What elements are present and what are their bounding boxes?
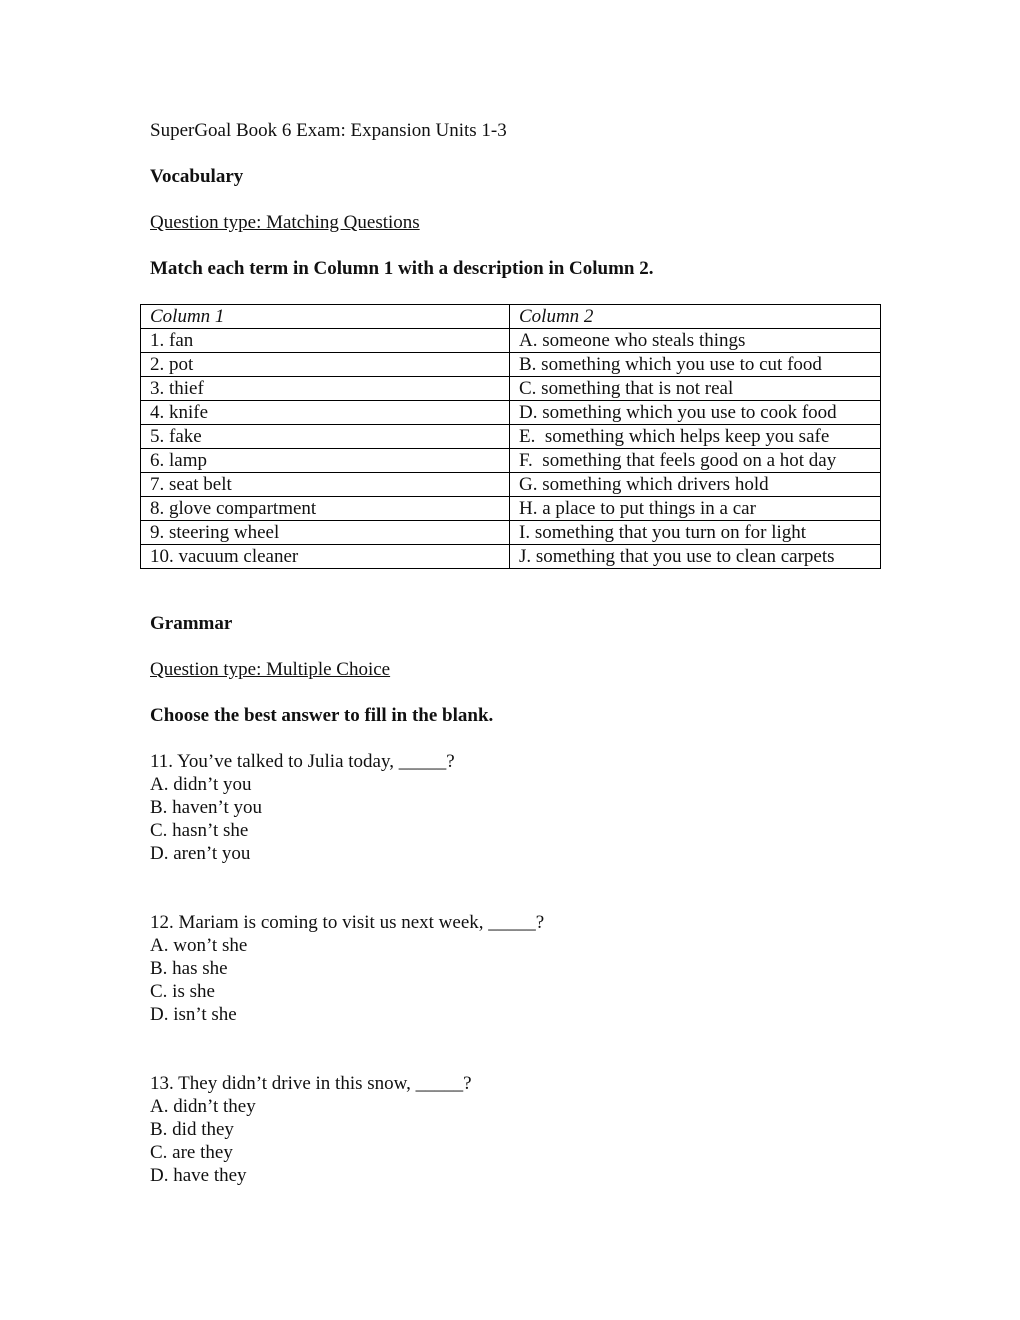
answer-option: D. aren’t you bbox=[150, 843, 251, 864]
term-cell: 10. vacuum cleaner bbox=[141, 545, 510, 569]
grammar-heading: Grammar bbox=[150, 613, 233, 634]
grammar-question-type: Question type: Multiple Choice bbox=[150, 659, 391, 680]
answer-option: A. didn’t you bbox=[150, 774, 252, 795]
table-row bbox=[141, 425, 881, 449]
table-row bbox=[141, 473, 881, 497]
table-row bbox=[141, 329, 881, 353]
term-cell: 1. fan bbox=[141, 329, 510, 353]
description-cell: F. something that feels good on a hot day bbox=[510, 449, 881, 473]
table-row bbox=[141, 545, 881, 569]
description-cell: B. something which you use to cut food bbox=[510, 353, 881, 377]
vocabulary-heading: Vocabulary bbox=[150, 166, 244, 187]
answer-option: A. didn’t they bbox=[150, 1096, 256, 1117]
question-11 bbox=[150, 750, 890, 865]
question-stem: 12. Mariam is coming to visit us next week, _____? bbox=[150, 912, 545, 933]
grammar-section bbox=[150, 612, 890, 1187]
answer-option: C. are they bbox=[150, 1142, 233, 1163]
answer-option: B. did they bbox=[150, 1119, 234, 1140]
vocabulary-question-type: Question type: Matching Questions bbox=[150, 212, 420, 233]
description-cell: D. something which you use to cook food bbox=[510, 401, 881, 425]
question-stem: 13. They didn’t drive in this snow, _____? bbox=[150, 1073, 472, 1094]
table-row bbox=[141, 497, 881, 521]
description-cell: J. something that you use to clean carpets bbox=[510, 545, 881, 569]
term-cell: 7. seat belt bbox=[141, 473, 510, 497]
term-cell: 4. knife bbox=[141, 401, 510, 425]
grammar-instruction: Choose the best answer to fill in the blank. bbox=[150, 705, 494, 726]
matching-table bbox=[140, 304, 881, 569]
table-header-row bbox=[141, 305, 881, 329]
table-row bbox=[141, 401, 881, 425]
term-cell: 8. glove compartment bbox=[141, 497, 510, 521]
term-cell: 9. steering wheel bbox=[141, 521, 510, 545]
answer-option: B. haven’t you bbox=[150, 797, 263, 818]
answer-option: D. isn’t she bbox=[150, 1004, 237, 1025]
description-cell: C. something that is not real bbox=[510, 377, 881, 401]
question-stem: 11. You’ve talked to Julia today, _____? bbox=[150, 751, 455, 772]
question-13 bbox=[150, 1072, 890, 1187]
term-cell: 5. fake bbox=[141, 425, 510, 449]
description-cell: A. someone who steals things bbox=[510, 329, 881, 353]
answer-option: A. won’t she bbox=[150, 935, 248, 956]
term-cell: 3. thief bbox=[141, 377, 510, 401]
vocabulary-instruction: Match each term in Column 1 with a description in Column 2. bbox=[150, 258, 654, 279]
document-page bbox=[150, 119, 890, 280]
term-cell: 6. lamp bbox=[141, 449, 510, 473]
answer-option: B. has she bbox=[150, 958, 228, 979]
answer-option: C. is she bbox=[150, 981, 215, 1002]
column-1-header: Column 1 bbox=[141, 305, 510, 329]
description-cell: I. something that you turn on for light bbox=[510, 521, 881, 545]
document-title: SuperGoal Book 6 Exam: Expansion Units 1-3 bbox=[150, 120, 507, 141]
answer-option: D. have they bbox=[150, 1165, 247, 1186]
description-cell: G. something which drivers hold bbox=[510, 473, 881, 497]
table-row bbox=[141, 353, 881, 377]
question-12 bbox=[150, 911, 890, 1026]
description-cell: E. something which helps keep you safe bbox=[510, 425, 881, 449]
column-2-header: Column 2 bbox=[510, 305, 881, 329]
table-row bbox=[141, 449, 881, 473]
table-row bbox=[141, 521, 881, 545]
term-cell: 2. pot bbox=[141, 353, 510, 377]
table-row bbox=[141, 377, 881, 401]
description-cell: H. a place to put things in a car bbox=[510, 497, 881, 521]
answer-option: C. hasn’t she bbox=[150, 820, 249, 841]
